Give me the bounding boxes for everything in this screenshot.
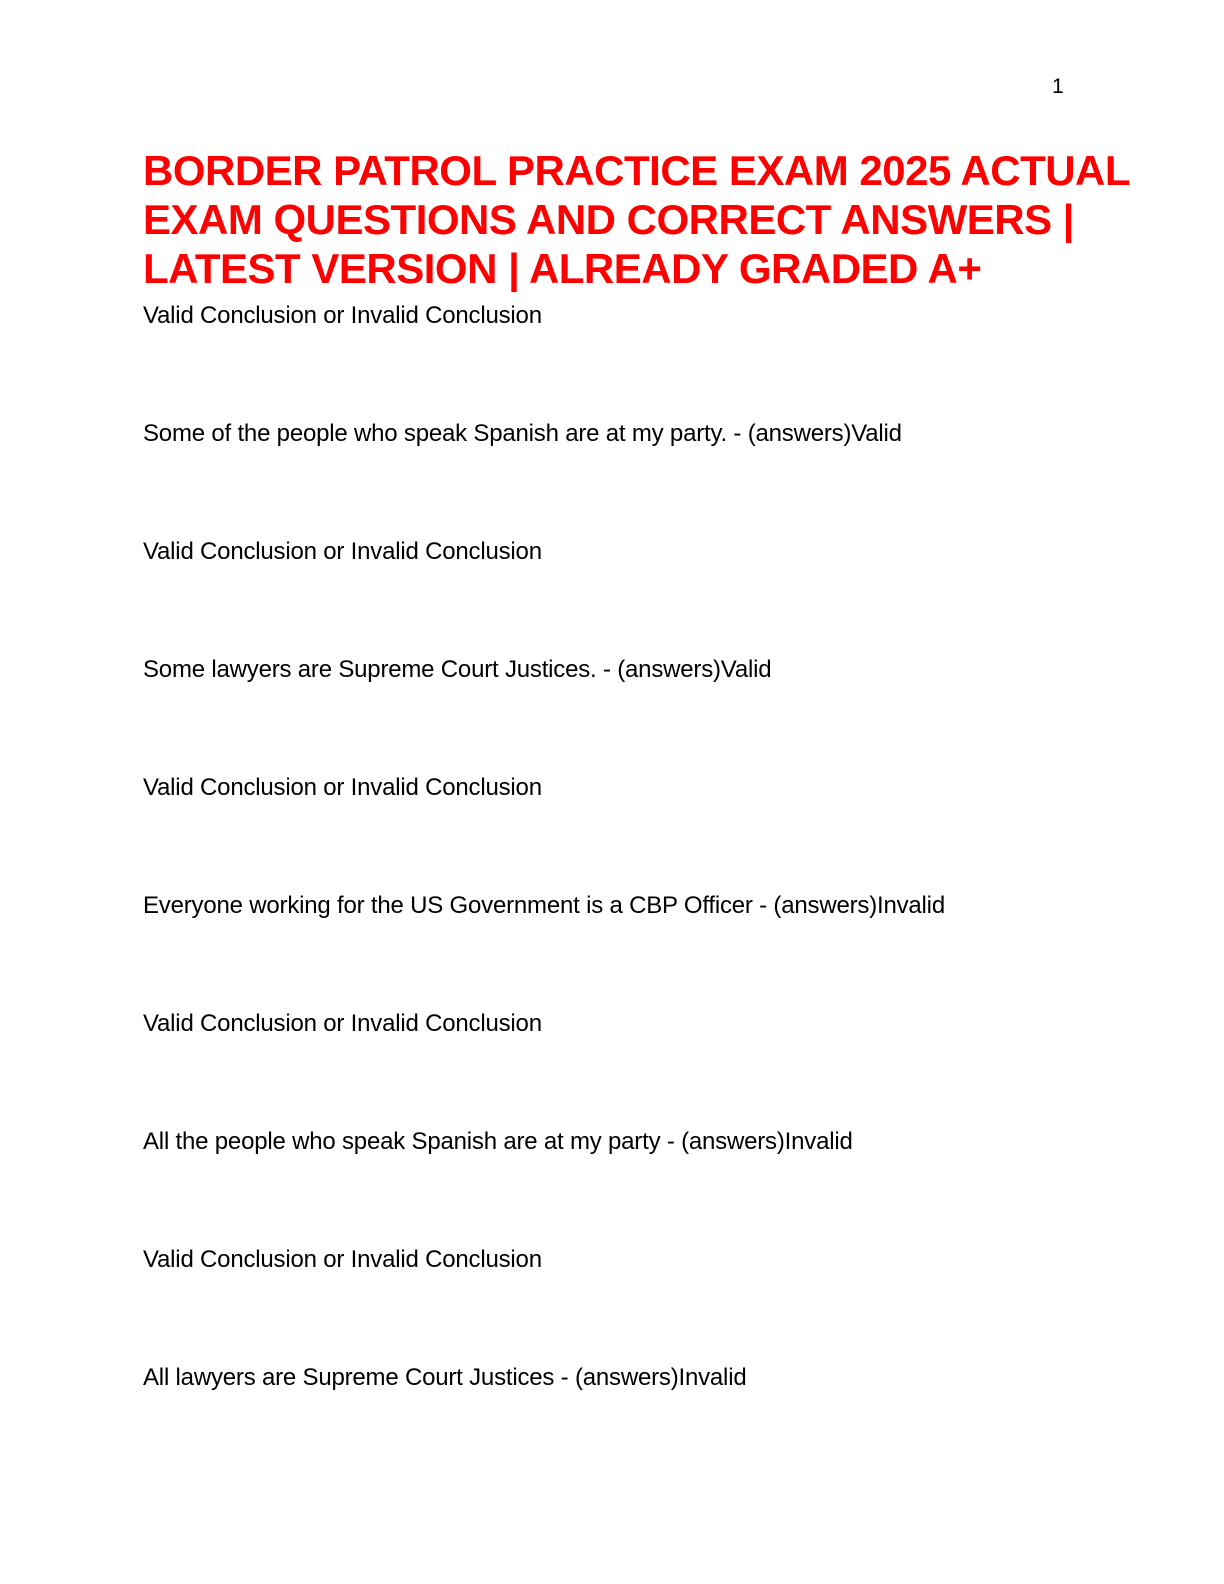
page-number: 1 [1052, 75, 1064, 98]
paragraph-answer: All lawyers are Supreme Court Justices - (answers)Invalid [143, 1364, 747, 1391]
title-line: BORDER PATROL PRACTICE EXAM 2025 ACTUAL [143, 147, 1131, 194]
document-body [143, 146, 1131, 1481]
paragraph-prompt: Valid Conclusion or Invalid Conclusion [143, 1246, 542, 1273]
paragraph-answer: All the people who speak Spanish are at my party - (answers)Invalid [143, 1128, 853, 1155]
title-line: LATEST VERSION | ALREADY GRADED A+ [143, 245, 982, 292]
paragraph-prompt: Valid Conclusion or Invalid Conclusion [143, 538, 542, 565]
paragraph-prompt: Valid Conclusion or Invalid Conclusion [143, 1010, 542, 1037]
title-line: EXAM QUESTIONS AND CORRECT ANSWERS | [143, 196, 1075, 243]
paragraph-prompt: Valid Conclusion or Invalid Conclusion [143, 302, 542, 329]
paragraph-answer: Everyone working for the US Government is a CBP Officer - (answers)Invalid [143, 892, 945, 919]
paragraph-prompt: Valid Conclusion or Invalid Conclusion [143, 774, 542, 801]
paragraph-answer: Some lawyers are Supreme Court Justices. - (answers)Valid [143, 656, 772, 683]
paragraph-answer: Some of the people who speak Spanish are at my party. - (answers)Valid [143, 420, 902, 447]
document-title [143, 146, 1131, 293]
